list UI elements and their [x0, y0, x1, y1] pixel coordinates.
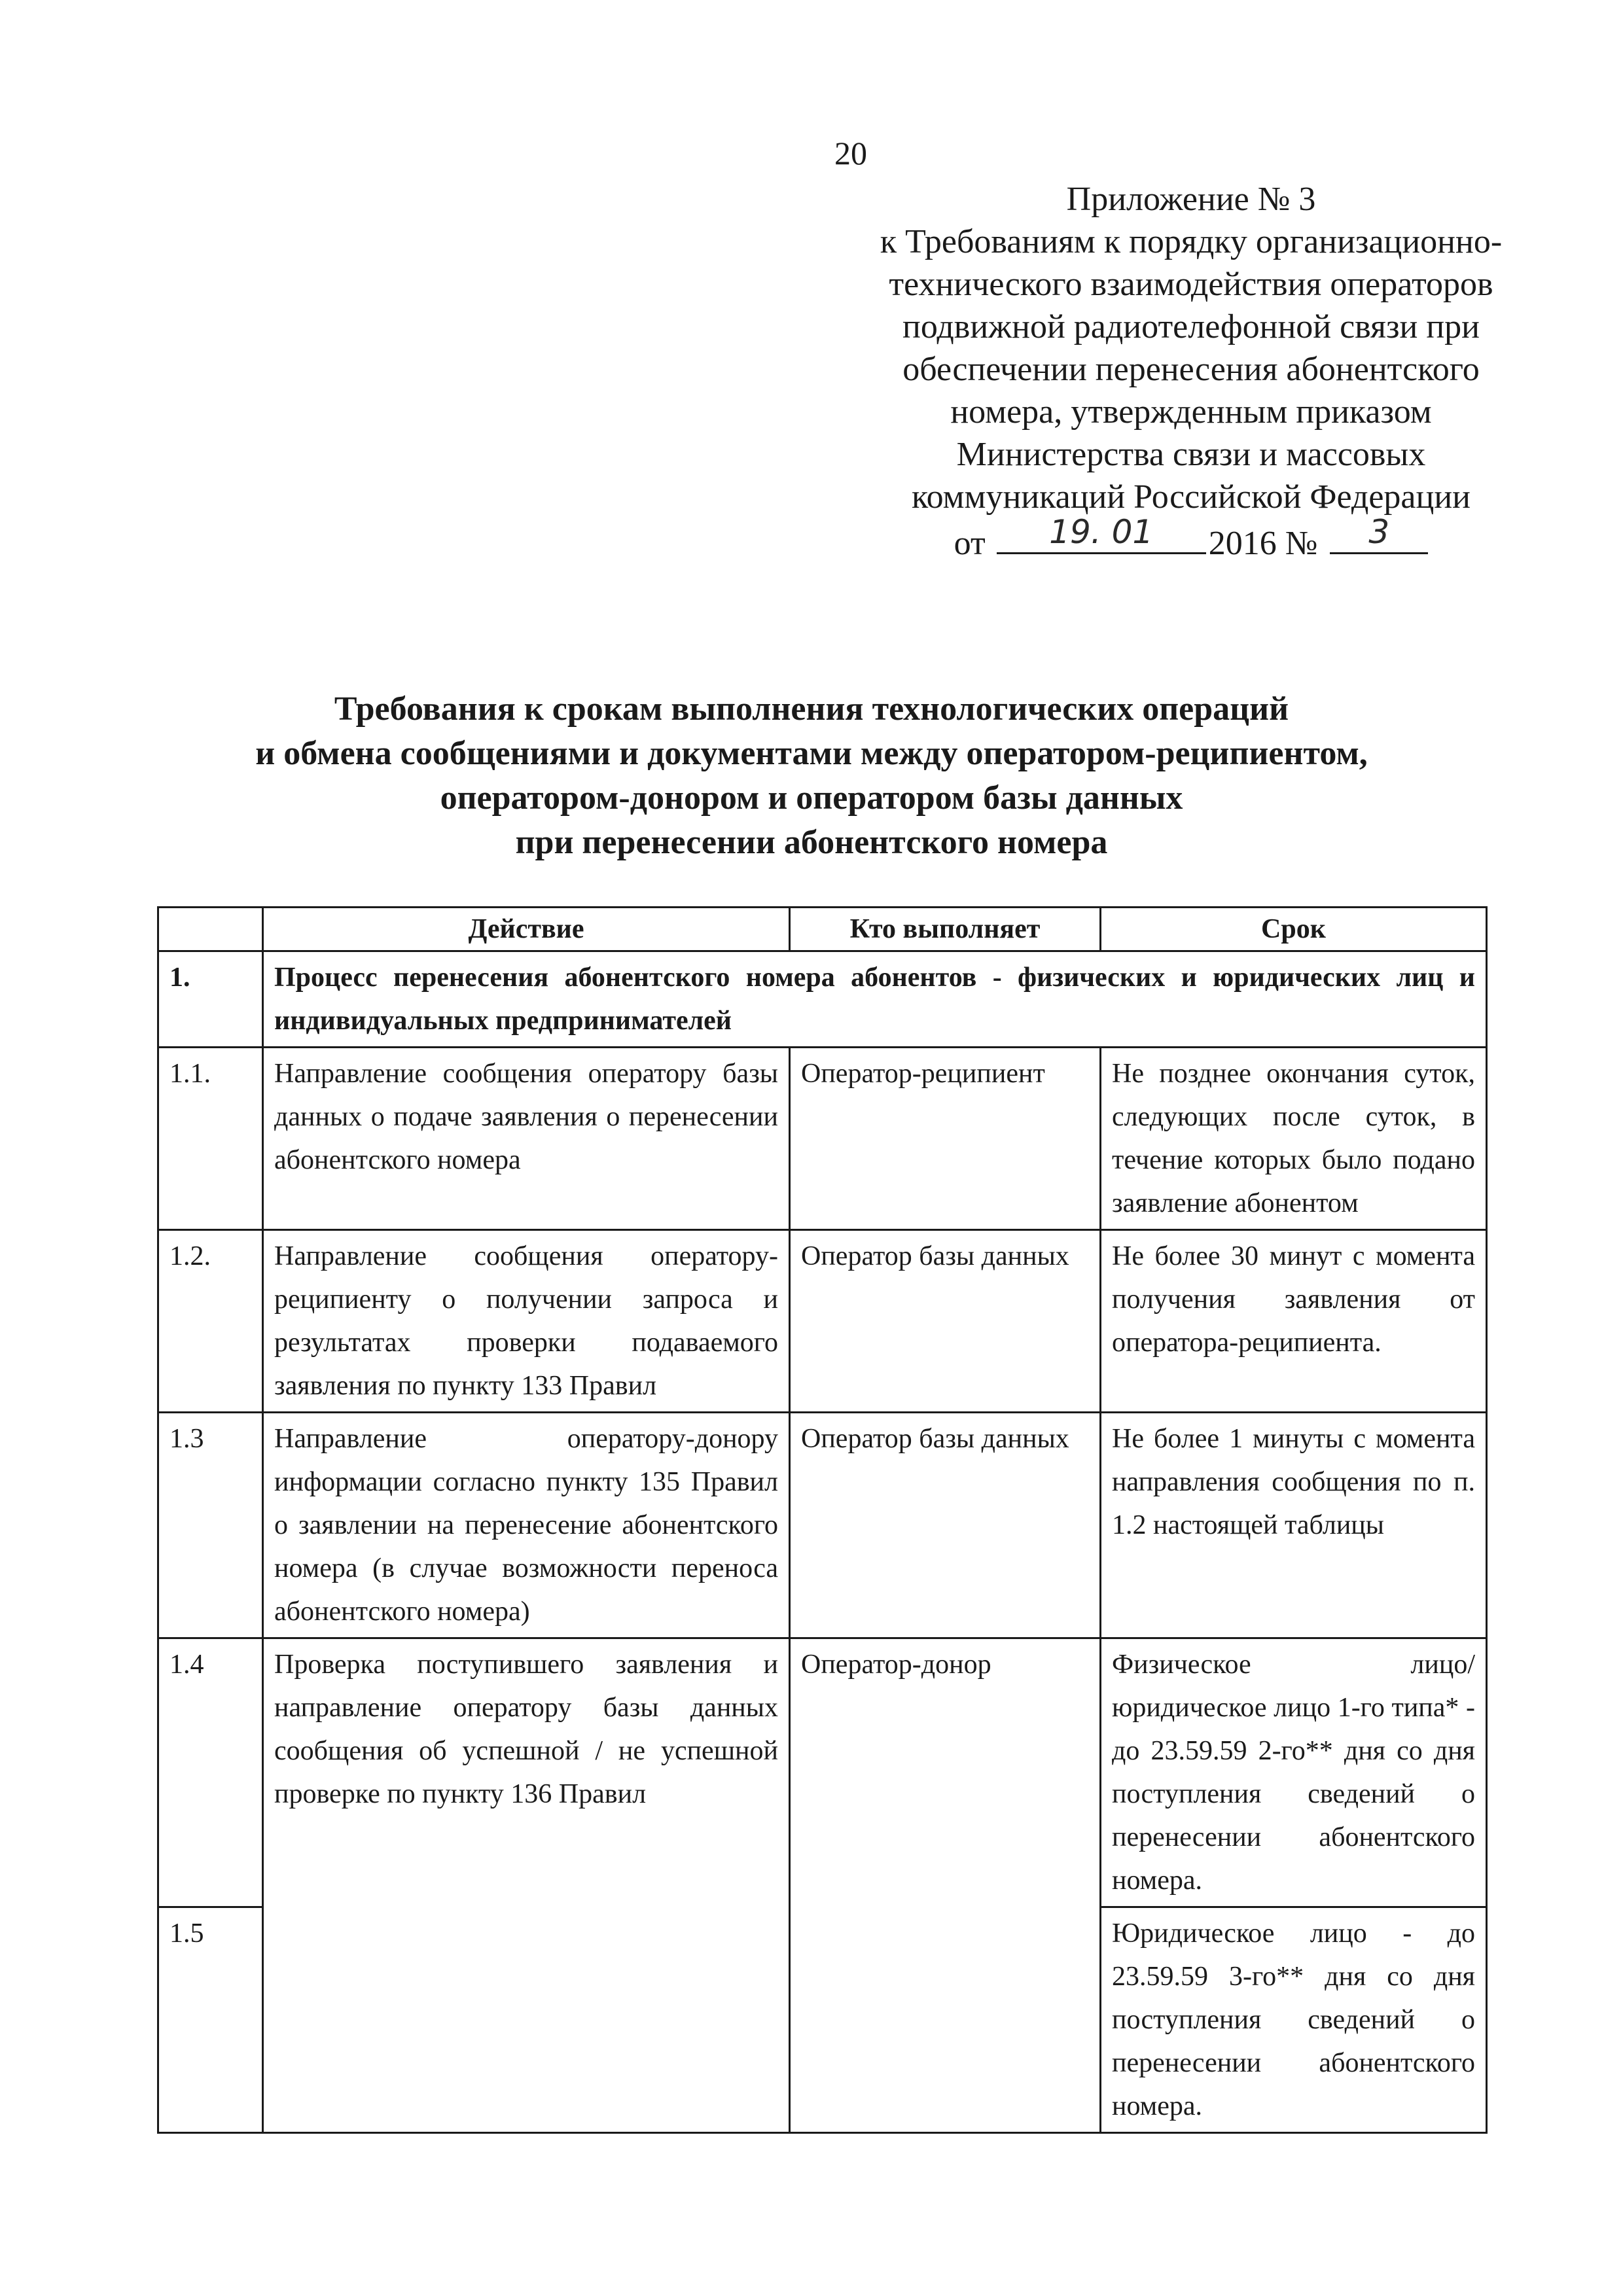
- appendix-line: коммуникаций Российской Федерации: [912, 478, 1471, 516]
- table-row: [158, 1413, 1487, 1638]
- date-prefix: от: [954, 525, 986, 562]
- table-row: [158, 1230, 1487, 1413]
- row-action: Проверка поступившего заявления и направление оператору базы данных сообщения об успешной / не успешной проверке по пункту 136 Правил: [263, 1638, 790, 2133]
- row-action: Направление сообщения оператору-реципиенту о получении запроса и результатах проверки подаваемого заявления по пункту 133 Правил: [263, 1230, 790, 1413]
- header-action: Действие: [263, 908, 790, 951]
- title-line: оператором-донором и оператором базы данных: [440, 779, 1183, 817]
- handwritten-date: 19. 01: [1049, 513, 1154, 551]
- header-number: [158, 908, 263, 951]
- table-header-row: [158, 908, 1487, 951]
- row-performer: Оператор базы данных: [790, 1230, 1101, 1413]
- order-year: 2016 №: [1208, 525, 1318, 562]
- appendix-line: обеспечении перенесения абонентского: [902, 351, 1480, 388]
- row-deadline: Юридическое лицо - до 23.59.59 3-го** дня со дня поступления сведений о перенесении абонентского номера.: [1101, 1907, 1487, 2133]
- row-performer: Оператор базы данных: [790, 1413, 1101, 1638]
- page-number: 20: [834, 135, 867, 171]
- appendix-line: Приложение № 3: [1066, 181, 1316, 218]
- title-line: при перенесении абонентского номера: [515, 824, 1108, 861]
- row-deadline: Не более 30 минут с момента получения заявления от оператора-реципиента.: [1101, 1230, 1487, 1413]
- table-row: [158, 1048, 1487, 1230]
- row-number: 1.4: [158, 1638, 263, 1907]
- header-performer: Кто выполняет: [790, 908, 1101, 951]
- date-blank: [997, 513, 1206, 554]
- section-title: Процесс перенесения абонентского номера абонентов - физических и юридических лиц и индивидуальных предпринимателей: [263, 951, 1487, 1048]
- header-deadline: Срок: [1101, 908, 1487, 951]
- row-number: 1.5: [158, 1907, 263, 2133]
- requirements-table: [157, 906, 1488, 2134]
- title-line: Требования к срокам выполнения технологических операций: [334, 690, 1289, 728]
- row-action: Направление сообщения оператору базы данных о подаче заявления о перенесении абонентского номера: [263, 1048, 790, 1230]
- appendix-line: подвижной радиотелефонной связи при: [902, 308, 1480, 345]
- appendix-line: Министерства связи и массовых: [956, 436, 1426, 473]
- section-row: [158, 951, 1487, 1048]
- row-performer: Оператор-донор: [790, 1638, 1101, 2133]
- handwritten-order-number: 3: [1368, 513, 1390, 551]
- row-deadline: Не более 1 минуты с момента направления сообщения по п. 1.2 настоящей таблицы: [1101, 1413, 1487, 1638]
- appendix-line: номера, утвержденным приказом: [950, 393, 1432, 431]
- row-action: Направление оператору-донору информации согласно пункту 135 Правил о заявлении на перенесение абонентского номера (в случае возможности переноса абонентского номера): [263, 1413, 790, 1638]
- document-title: [92, 687, 1531, 865]
- row-performer: Оператор-реципиент: [790, 1048, 1101, 1230]
- row-number: 1.1.: [158, 1048, 263, 1230]
- section-number: 1.: [158, 951, 263, 1048]
- order-date-line: [851, 513, 1531, 565]
- title-line: и обмена сообщениями и документами между оператором-реципиентом,: [255, 735, 1368, 772]
- table-row: [158, 1638, 1487, 1907]
- row-deadline: Физическое лицо/юридическое лицо 1-го типа* - до 23.59.59 2-го** дня со дня поступления сведений о перенесении абонентского номера.: [1101, 1638, 1487, 1907]
- row-number: 1.3: [158, 1413, 263, 1638]
- row-deadline: Не позднее окончания суток, следующих после суток, в течение которых было подано заявление абонентом: [1101, 1048, 1487, 1230]
- row-number: 1.2.: [158, 1230, 263, 1413]
- appendix-line: технического взаимодействия операторов: [889, 266, 1493, 303]
- appendix-line: к Требованиям к порядку организационно-: [880, 223, 1503, 260]
- appendix-header: [851, 178, 1531, 565]
- number-blank: [1330, 513, 1428, 554]
